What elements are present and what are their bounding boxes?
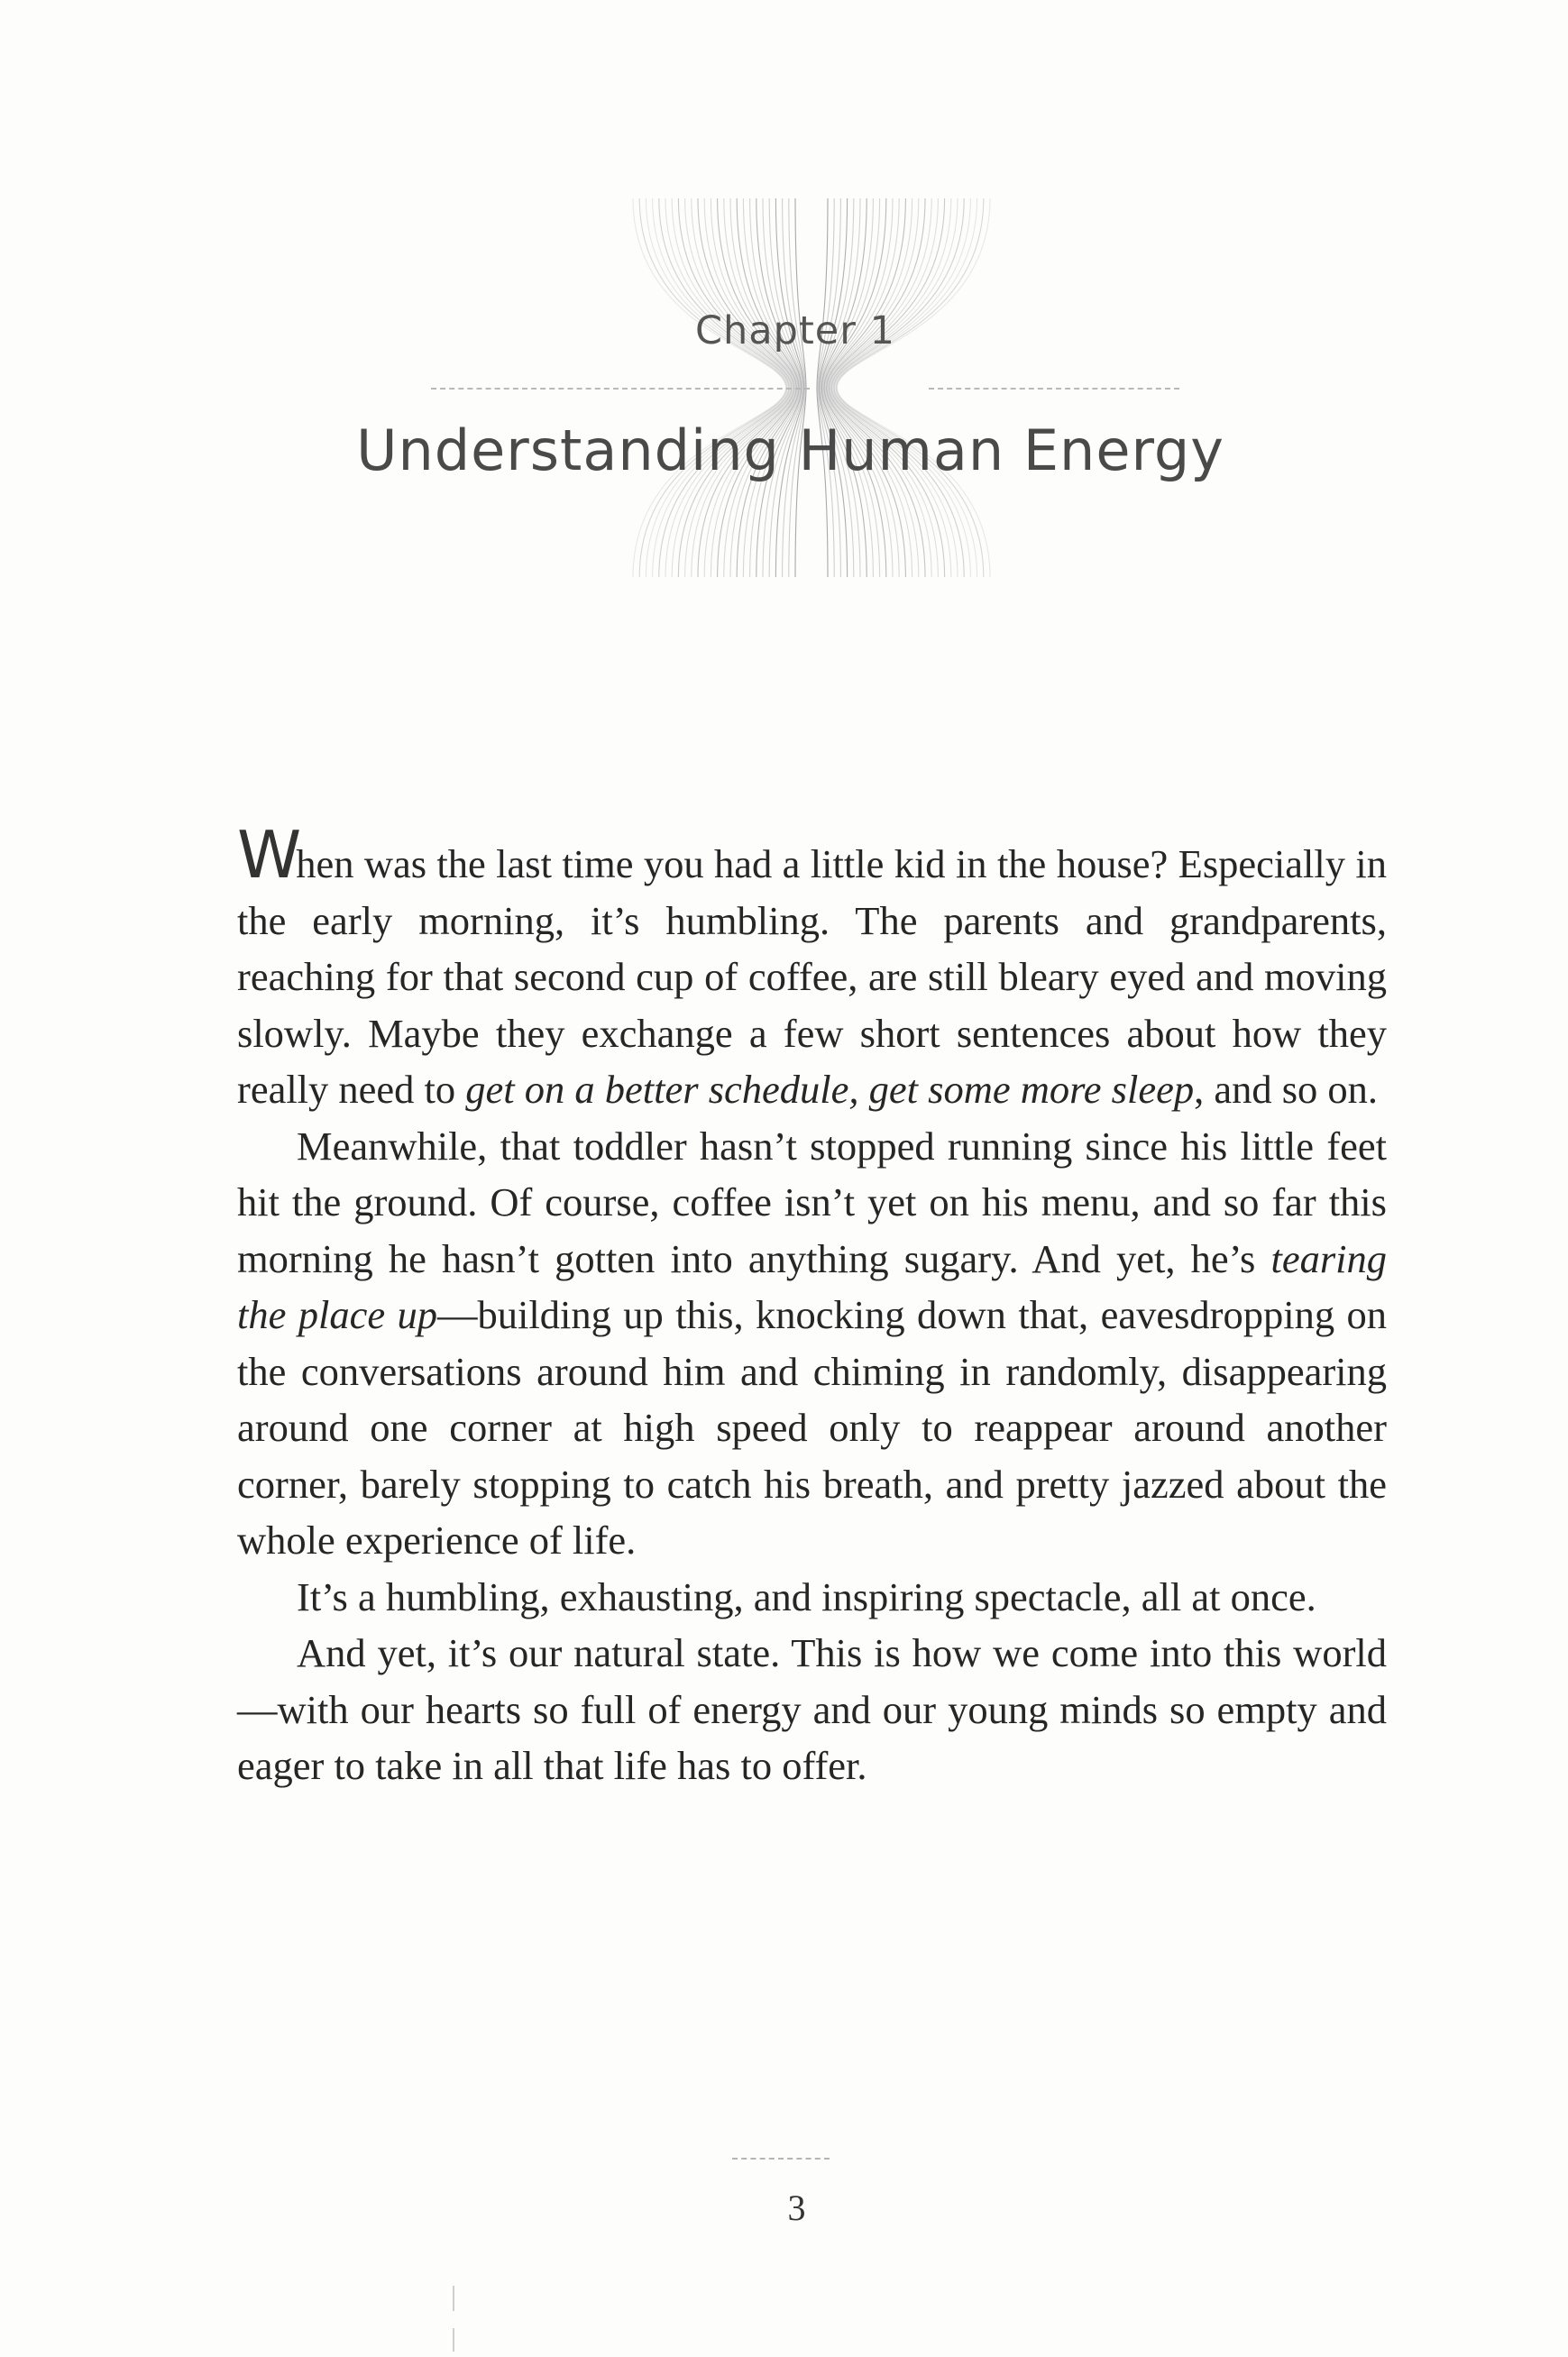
text-run: hen was the last time you had a little kid in the house? Especially in the early morning, it’s humbling. The parents and grandparents, reaching for that second cup of coffee, are still bleary eyed and moving slowly. Maybe they exchange a few short sentences about how they really need to (237, 841, 1387, 1112)
drop-cap: W (237, 817, 297, 893)
heading-rule-right (929, 388, 1179, 390)
paragraph (237, 1569, 1387, 1626)
page-number: 3 (787, 2187, 806, 2228)
footer-rule (732, 2158, 830, 2160)
paragraph (237, 817, 1387, 1118)
text-run: And yet, it’s our natural state. This is how we come into this world—with our hearts so full of energy and our young minds so empty and eager to take in all that life has to offer. (237, 1630, 1387, 1788)
italic-phrase: get on a better schedule, get some more sleep (465, 1067, 1195, 1112)
text-run: , and so on. (1194, 1067, 1379, 1112)
heading-rule-left (431, 388, 810, 390)
scan-mark (453, 2328, 454, 2352)
italic-phrase: tearing the place up (237, 1235, 1387, 1337)
paragraph (237, 1118, 1387, 1569)
chapter-label: Chapter 1 (695, 308, 895, 353)
text-run: It’s a humbling, exhausting, and inspiring spectacle, all at once. (297, 1573, 1316, 1619)
text-run: —building up this, knocking down that, eavesdropping on the conversations around him and chiming in randomly, disappearing around one corner at high speed only to reappear around another corner, barely stopping to catch his breath, and pretty jazzed about the whole experience of life. (237, 1292, 1387, 1563)
text-run: Meanwhile, that toddler hasn’t stopped running since his little feet hit the ground. Of course, coffee isn’t yet on his menu, and so far this morning he hasn’t gotten into anything sugary. And yet, he’s (237, 1123, 1387, 1281)
paragraph (237, 1625, 1387, 1794)
body-text (237, 817, 1387, 1794)
scan-mark (453, 2286, 454, 2311)
chapter-title: Understanding Human Energy (356, 417, 1224, 483)
